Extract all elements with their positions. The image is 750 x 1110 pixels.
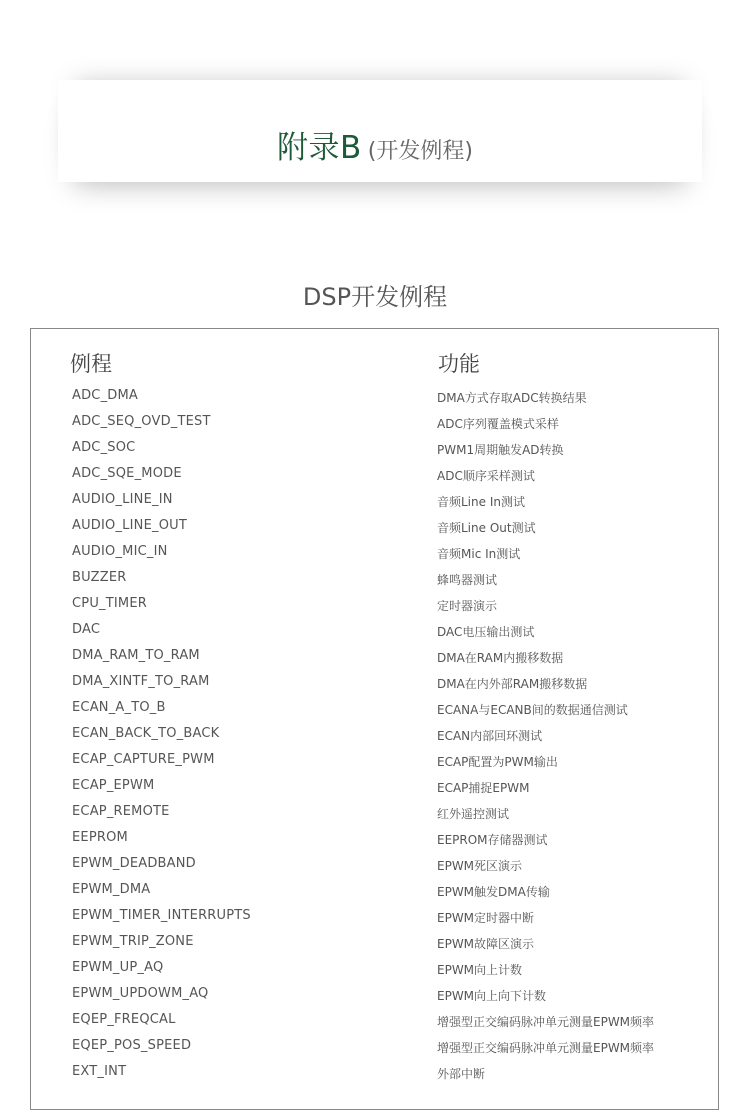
- table-row: [0, 489, 750, 515]
- example-function: EPWM定时器中断: [437, 911, 535, 925]
- example-name: EPWM_TIMER_INTERRUPTS: [72, 908, 251, 923]
- example-name: DMA_XINTF_TO_RAM: [72, 674, 210, 689]
- example-name: EPWM_TRIP_ZONE: [72, 934, 194, 949]
- table-row: [0, 515, 750, 541]
- example-function: EPWM故障区演示: [437, 937, 535, 951]
- example-name: ECAP_CAPTURE_PWM: [72, 752, 215, 767]
- example-name: EQEP_FREQCAL: [72, 1012, 176, 1027]
- example-function: 音频Mic In测试: [437, 547, 521, 561]
- table-row: [0, 801, 750, 827]
- table-row: [0, 879, 750, 905]
- example-name: ADC_SQE_MODE: [72, 466, 182, 481]
- column-header-function: 功能: [438, 352, 480, 376]
- appendix-title-main: 附录B: [277, 130, 362, 166]
- example-function: 增强型正交编码脉冲单元测量EPWM频率: [437, 1041, 655, 1055]
- example-name: AUDIO_MIC_IN: [72, 544, 168, 559]
- table-row: [0, 437, 750, 463]
- table-row: [0, 671, 750, 697]
- example-function: ECANA与ECANB间的数据通信测试: [437, 703, 628, 717]
- table-row: [0, 541, 750, 567]
- example-name: ECAP_REMOTE: [72, 804, 170, 819]
- table-row: [0, 749, 750, 775]
- example-function: PWM1周期触发AD转换: [437, 443, 564, 457]
- example-name: ADC_SOC: [72, 440, 136, 455]
- appendix-title-sub: (开发例程): [367, 139, 473, 164]
- section-title: DSP开发例程: [302, 283, 448, 311]
- appendix-title: [0, 122, 750, 167]
- table-row: [0, 723, 750, 749]
- example-function: 音频Line Out测试: [437, 521, 536, 535]
- table-row: [0, 931, 750, 957]
- example-function: 音频Line In测试: [437, 495, 525, 509]
- example-function: DMA在内外部RAM搬移数据: [437, 677, 588, 691]
- example-name: ECAN_BACK_TO_BACK: [72, 726, 220, 741]
- example-function: EPWM死区演示: [437, 859, 523, 873]
- example-name: DAC: [72, 622, 101, 637]
- table-rows: [0, 385, 750, 1087]
- example-function: ADC顺序采样测试: [437, 469, 535, 483]
- example-function: DMA方式存取ADC转换结果: [437, 391, 587, 405]
- table-row: [0, 619, 750, 645]
- example-function: ECAN内部回环测试: [437, 729, 543, 743]
- example-name: EPWM_DMA: [72, 882, 151, 897]
- table-row: [0, 827, 750, 853]
- example-name: ADC_SEQ_OVD_TEST: [72, 414, 211, 429]
- example-name: EXT_INT: [72, 1064, 127, 1079]
- example-function: 红外遥控测试: [437, 807, 510, 821]
- table-row: [0, 385, 750, 411]
- example-name: EPWM_UP_AQ: [72, 960, 164, 975]
- example-function: 增强型正交编码脉冲单元测量EPWM频率: [437, 1015, 655, 1029]
- table-row: [0, 905, 750, 931]
- example-function: ECAP配置为PWM输出: [437, 755, 558, 769]
- table-row: [0, 567, 750, 593]
- example-function: DAC电压输出测试: [437, 625, 535, 639]
- example-function: 蜂鸣器测试: [437, 573, 498, 587]
- example-function: 定时器演示: [437, 599, 498, 613]
- example-name: EPWM_UPDOWM_AQ: [72, 986, 209, 1001]
- table-row: [0, 853, 750, 879]
- example-function: EEPROM存储器测试: [437, 833, 548, 847]
- table-row: [0, 957, 750, 983]
- example-function: EPWM向上计数: [437, 963, 523, 977]
- table-row: [0, 645, 750, 671]
- example-name: AUDIO_LINE_OUT: [72, 518, 187, 533]
- example-function: ECAP捕捉EPWM: [437, 781, 530, 795]
- example-name: EQEP_POS_SPEED: [72, 1038, 192, 1053]
- column-header-example: 例程: [70, 352, 112, 376]
- example-function: EPWM触发DMA传输: [437, 885, 550, 899]
- table-row: [0, 463, 750, 489]
- example-function: EPWM向上向下计数: [437, 989, 547, 1003]
- example-name: ECAP_EPWM: [72, 778, 155, 793]
- example-name: DMA_RAM_TO_RAM: [72, 648, 200, 663]
- table-row: [0, 1061, 750, 1087]
- table-row: [0, 593, 750, 619]
- table-row: [0, 697, 750, 723]
- table-row: [0, 1009, 750, 1035]
- example-name: AUDIO_LINE_IN: [72, 492, 173, 507]
- table-row: [0, 983, 750, 1009]
- example-name: BUZZER: [72, 570, 127, 585]
- table-row: [0, 411, 750, 437]
- example-function: ADC序列覆盖模式采样: [437, 417, 559, 431]
- table-row: [0, 1035, 750, 1061]
- example-name: ECAN_A_TO_B: [72, 700, 166, 715]
- example-function: DMA在RAM内搬移数据: [437, 651, 564, 665]
- example-name: CPU_TIMER: [72, 596, 147, 611]
- example-name: EPWM_DEADBAND: [72, 856, 196, 871]
- example-function: 外部中断: [437, 1067, 486, 1081]
- example-name: ADC_DMA: [72, 388, 139, 403]
- table-row: [0, 775, 750, 801]
- example-name: EEPROM: [72, 830, 128, 845]
